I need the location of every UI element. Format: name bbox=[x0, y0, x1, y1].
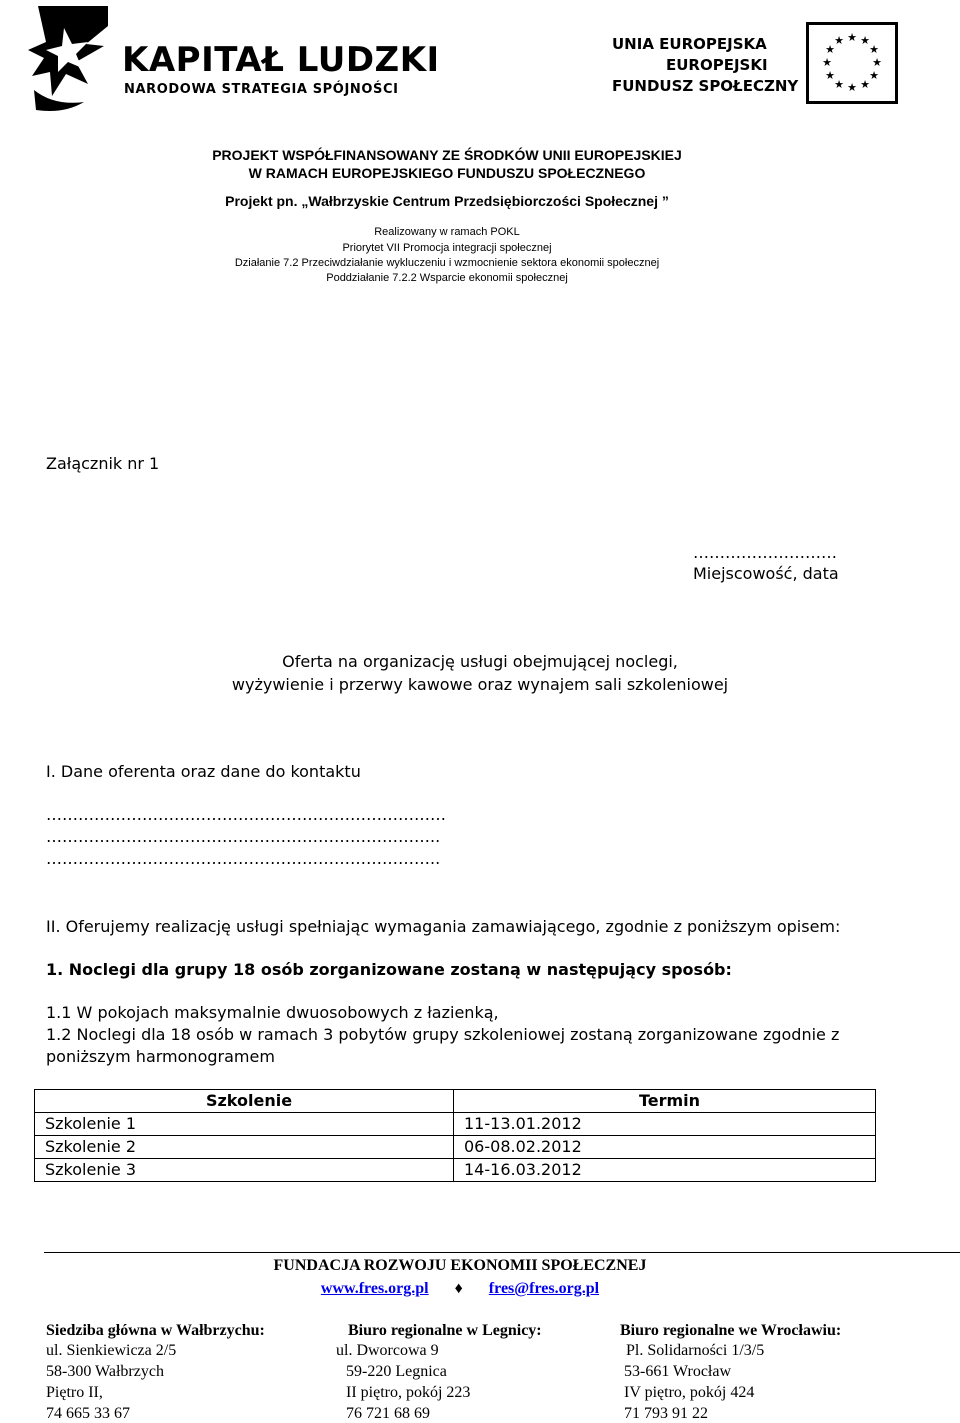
contact-dots-3: ……………………………………………………………….. bbox=[46, 849, 441, 868]
table-cell-date: 14-16.03.2012 bbox=[454, 1159, 876, 1182]
table-cell-training: Szkolenie 2 bbox=[35, 1136, 454, 1159]
footer-org-name: FUNDACJA ROZWOJU EKONOMII SPOŁECZNEJ bbox=[273, 1257, 647, 1274]
eu-stars-icon bbox=[809, 25, 895, 101]
contact-dots-2: ……………………………………………………………….. bbox=[46, 827, 441, 846]
svg-text:★: ★ bbox=[834, 34, 844, 47]
table-header-date: Termin bbox=[454, 1090, 876, 1113]
office-2-title: Biuro regionalne w Legnicy: bbox=[348, 1322, 542, 1339]
office-3-city: 53-661 Wrocław bbox=[624, 1363, 732, 1380]
section-1-heading: I. Dane oferenta oraz dane do kontaktu bbox=[46, 762, 361, 781]
svg-text:★: ★ bbox=[860, 78, 870, 91]
footer-website-link[interactable]: www.fres.org.pl bbox=[320, 1280, 429, 1297]
office-1-phone: 74 665 33 67 bbox=[46, 1405, 130, 1422]
project-sub-3: Działanie 7.2 Przeciwdziałanie wykluczeniu i wzmocnienie sektora ekonomii społecznej bbox=[234, 257, 660, 269]
table-row bbox=[35, 1113, 876, 1136]
footer-links bbox=[0, 1280, 920, 1298]
svg-text:★: ★ bbox=[869, 43, 879, 56]
office-1-title: Siedziba główna w Wałbrzychu: bbox=[46, 1322, 265, 1339]
office-1-street: ul. Sienkiewicza 2/5 bbox=[46, 1342, 177, 1359]
offer-title-line-1: Oferta na organizację usługi obejmującej noclegi, bbox=[282, 652, 678, 671]
office-3-street: Pl. Solidarności 1/3/5 bbox=[626, 1342, 765, 1359]
footer-divider bbox=[44, 1252, 960, 1253]
project-sub-2: Priorytet VII Promocja integracji społecznej bbox=[342, 242, 552, 254]
offer-title-line-2: wyżywienie i przerwy kawowe oraz wynajem sali szkoleniowej bbox=[231, 675, 729, 694]
kapital-ludzki-star-icon bbox=[24, 6, 114, 118]
point-1-2-line-2: poniższym harmonogramem bbox=[46, 1047, 275, 1066]
office-2-city: 59-220 Legnica bbox=[346, 1363, 447, 1380]
table-row bbox=[35, 1136, 876, 1159]
place-date-dots: ……………………… bbox=[693, 543, 837, 562]
office-1-floor: Piętro II, bbox=[46, 1384, 103, 1401]
table-row bbox=[35, 1159, 876, 1182]
eu-flag-icon bbox=[806, 22, 898, 104]
contact-dots-1: ………………………………………………………………… bbox=[46, 805, 446, 824]
logo-subtitle: NARODOWA STRATEGIA SPÓJNOŚCI bbox=[124, 82, 399, 97]
table-header-training: Szkolenie bbox=[35, 1090, 454, 1113]
project-name: Projekt pn. „Wałbrzyskie Centrum Przedsiębiorczości Społecznej ” bbox=[225, 193, 669, 209]
eu-logo bbox=[612, 22, 932, 104]
diamond-icon: ♦ bbox=[454, 1280, 463, 1297]
point-1-heading: 1. Noclegi dla grupy 18 osób zorganizowane zostaną w następujący sposób: bbox=[46, 960, 732, 979]
point-1-1: 1.1 W pokojach maksymalnie dwuosobowych z łazienką, bbox=[46, 1003, 499, 1022]
svg-text:★: ★ bbox=[825, 69, 835, 82]
project-sub-4: Poddziałanie 7.2.2 Wsparcie ekonomii społecznej bbox=[326, 272, 568, 284]
place-date-label: Miejscowość, data bbox=[693, 564, 839, 583]
svg-text:★: ★ bbox=[834, 78, 844, 91]
svg-text:★: ★ bbox=[872, 56, 882, 69]
attachment-label: Załącznik nr 1 bbox=[46, 454, 160, 473]
point-1-2-line-1: 1.2 Noclegi dla 18 osób w ramach 3 pobytów grupy szkoleniowej zostaną zorganizowane zgodnie z bbox=[46, 1025, 840, 1044]
eu-logo-line1: UNIA EUROPEJSKA bbox=[612, 35, 767, 53]
svg-text:★: ★ bbox=[825, 43, 835, 56]
eu-logo-line3: FUNDUSZ SPOŁECZNY bbox=[612, 77, 799, 95]
table-cell-training: Szkolenie 3 bbox=[35, 1159, 454, 1182]
office-3-phone: 71 793 91 22 bbox=[624, 1405, 708, 1422]
schedule-table bbox=[34, 1089, 876, 1182]
logo-title: KAPITAŁ LUDZKI bbox=[122, 40, 440, 80]
office-3-title: Biuro regionalne we Wrocławiu: bbox=[620, 1322, 842, 1339]
project-line-2: W RAMACH EUROPEJSKIEGO FUNDUSZU SPOŁECZNEGO bbox=[248, 165, 646, 181]
table-header-row bbox=[35, 1090, 876, 1113]
kapital-ludzki-logo bbox=[18, 6, 440, 118]
table-cell-date: 11-13.01.2012 bbox=[454, 1113, 876, 1136]
office-3-floor: IV piętro, pokój 424 bbox=[624, 1384, 755, 1401]
svg-text:★: ★ bbox=[860, 34, 870, 47]
eu-logo-line2: EUROPEJSKI bbox=[666, 56, 768, 74]
svg-text:★: ★ bbox=[847, 81, 857, 94]
table-cell-training: Szkolenie 1 bbox=[35, 1113, 454, 1136]
project-line-1: PROJEKT WSPÓŁFINANSOWANY ZE ŚRODKÓW UNII EUROPEJSKIEJ bbox=[212, 147, 682, 163]
office-2-street: ul. Dworcowa 9 bbox=[336, 1342, 439, 1359]
section-2-heading: II. Oferujemy realizację usługi spełniając wymagania zamawiającego, zgodnie z poniższym opisem: bbox=[46, 917, 841, 936]
svg-text:★: ★ bbox=[869, 69, 879, 82]
office-1-city: 58-300 Wałbrzych bbox=[46, 1363, 164, 1380]
svg-text:★: ★ bbox=[847, 31, 857, 44]
table-cell-date: 06-08.02.2012 bbox=[454, 1136, 876, 1159]
project-sub-1: Realizowany w ramach POKL bbox=[374, 226, 520, 238]
footer-email-link[interactable]: fres@fres.org.pl bbox=[488, 1280, 600, 1297]
office-2-phone: 76 721 68 69 bbox=[346, 1405, 430, 1422]
office-2-floor: II piętro, pokój 223 bbox=[346, 1384, 471, 1401]
svg-text:★: ★ bbox=[822, 56, 832, 69]
